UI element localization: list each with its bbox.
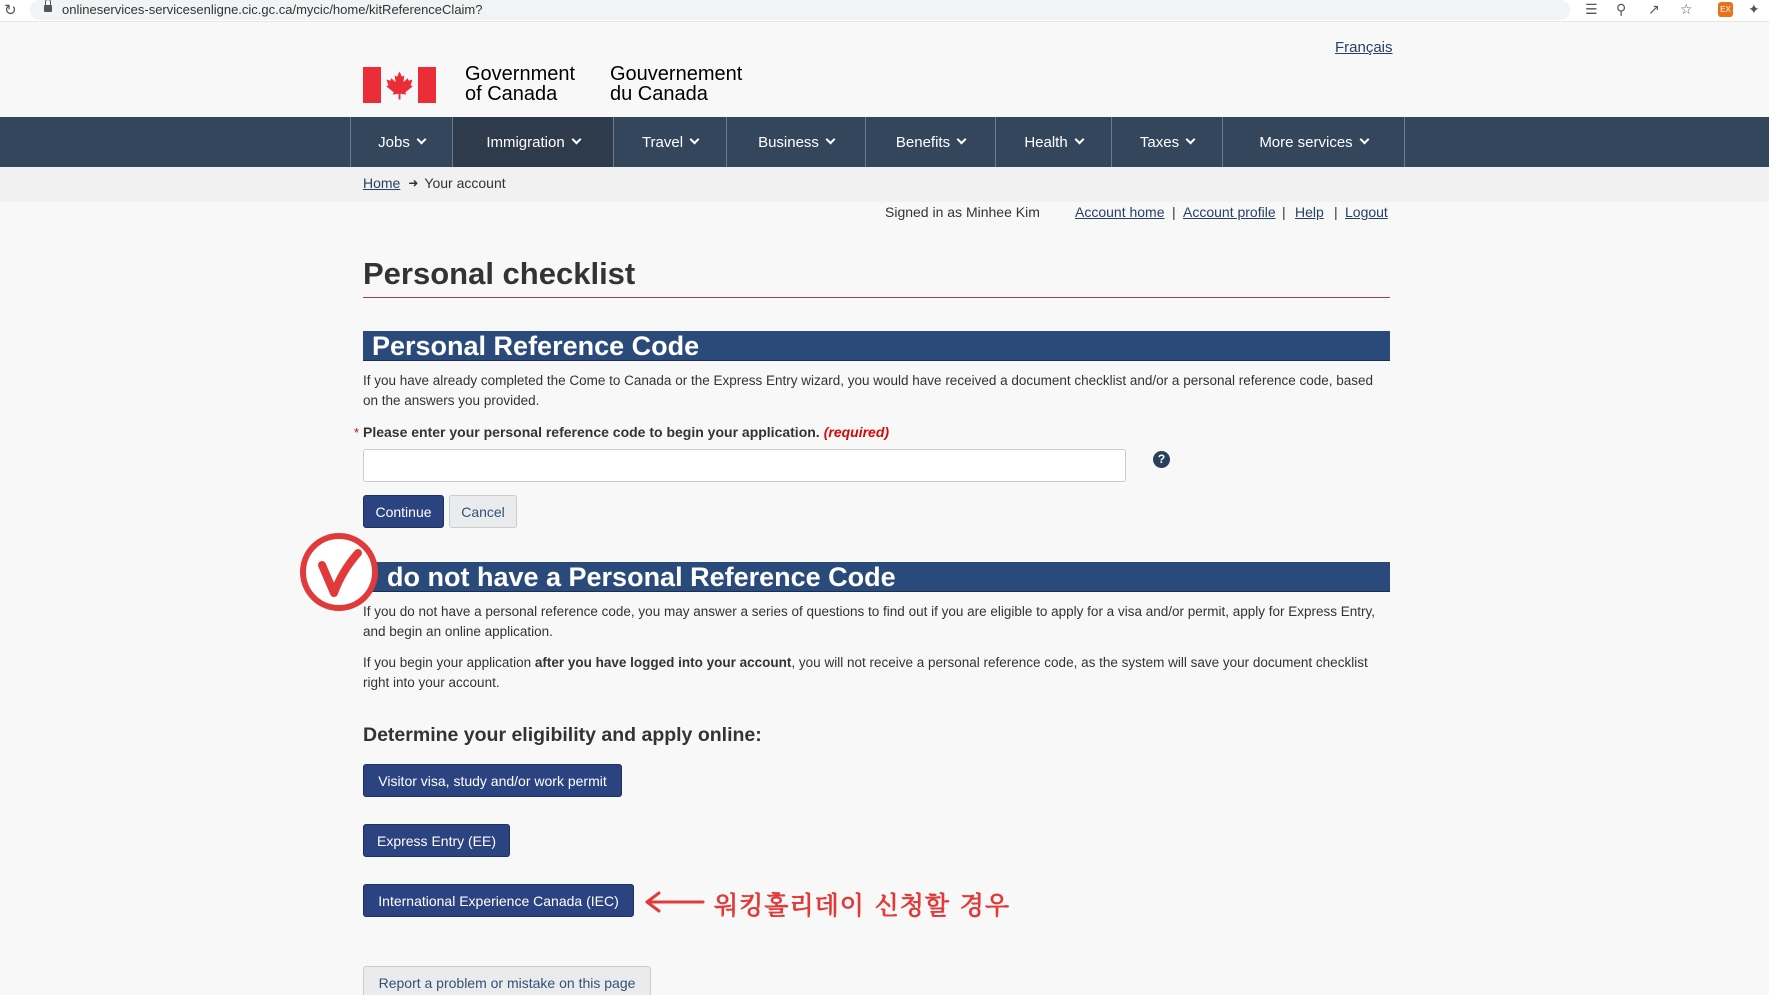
chevron-down-icon <box>1359 135 1369 145</box>
iec-button[interactable]: International Experience Canada (IEC) <box>363 884 634 917</box>
logged-in-paragraph <box>363 653 1390 693</box>
signature-en-line1: Government <box>465 63 576 85</box>
signature-french <box>610 64 742 104</box>
no-code-paragraph: If you do not have a personal reference code, you may answer a series of questions to find out if you are eligible to apply for a visa and/or permit, apply for Express Entry, and begin an online application. <box>363 604 1376 639</box>
language-toggle-link[interactable]: Français <box>1335 39 1393 56</box>
extension-icon[interactable]: EX <box>1718 2 1733 17</box>
main-menu-bar <box>0 117 1769 167</box>
reload-icon[interactable]: ↻ <box>4 2 17 19</box>
maple-leaf-icon <box>385 70 414 100</box>
menu-item-travel[interactable] <box>614 117 727 167</box>
required-star: * <box>354 425 360 440</box>
report-problem-button[interactable]: Report a problem or mistake on this page <box>363 966 651 995</box>
menu-item-label: Health <box>1024 133 1068 151</box>
menu-item-health[interactable] <box>996 117 1112 167</box>
menu-item-label: More services <box>1259 133 1353 151</box>
separator: | <box>1334 204 1338 220</box>
chevron-down-icon <box>825 135 835 145</box>
translate-icon[interactable]: ☰ <box>1585 1 1598 17</box>
menu-item-business[interactable] <box>727 117 866 167</box>
flag-bar-left <box>363 67 381 103</box>
menu-item-label: Benefits <box>895 133 951 151</box>
chevron-down-icon <box>957 135 967 145</box>
para-text: , you will not receive a personal reference code, as the system will save your document checklist right into your account. <box>363 655 1368 690</box>
breadcrumb <box>363 175 506 191</box>
section-heading-no-reference-code: do not have a Personal Reference Code <box>363 562 1390 592</box>
main-menu <box>350 117 1405 167</box>
title-divider <box>363 297 1390 298</box>
menu-item-taxes[interactable] <box>1112 117 1223 167</box>
para-text: If you begin your application <box>363 655 535 670</box>
zoom-icon[interactable]: ⚲ <box>1616 1 1627 17</box>
chevron-down-icon <box>571 135 581 145</box>
signature-english <box>465 64 575 104</box>
arrow-right-icon: ➜ <box>408 176 419 190</box>
chevron-down-icon <box>1186 135 1196 145</box>
menu-item-label: Taxes <box>1139 133 1180 151</box>
reference-code-label-text: Please enter your personal reference code to begin your application. <box>363 424 820 440</box>
red-checkmark-annotation-icon <box>298 531 380 613</box>
question-help-icon[interactable]: ? <box>1153 451 1170 468</box>
chevron-down-icon <box>1074 135 1084 145</box>
red-arrow-left-icon <box>643 890 705 914</box>
bookmark-star-icon[interactable]: ☆ <box>1680 1 1693 17</box>
chevron-down-icon <box>416 135 426 145</box>
chevron-down-icon <box>690 135 700 145</box>
breadcrumb-home-link[interactable]: Home <box>363 175 401 191</box>
share-icon[interactable]: ↗ <box>1648 1 1660 17</box>
flag-bar-right <box>418 67 436 103</box>
signature-fr-line1: Gouvernement <box>610 63 743 85</box>
breadcrumb-current: Your account <box>424 175 506 191</box>
breadcrumb-band <box>0 167 1769 202</box>
account-profile-link[interactable]: Account profile <box>1183 204 1276 220</box>
lock-icon <box>44 3 52 13</box>
reference-code-intro: If you have already completed the Come to Canada or the Express Entry wizard, you would have received a document checklist and/or a personal reference code, based on the answers you provided. <box>363 373 1374 408</box>
menu-item-benefits[interactable] <box>866 117 996 167</box>
browser-toolbar <box>0 0 1769 22</box>
page-title: Personal checklist <box>363 256 636 291</box>
separator: | <box>1172 204 1176 220</box>
required-indicator: (required) <box>823 424 890 440</box>
continue-button[interactable]: Continue <box>363 495 444 528</box>
menu-item-label: Immigration <box>486 133 565 151</box>
reference-code-input[interactable] <box>363 449 1126 482</box>
express-entry-button[interactable]: Express Entry (EE) <box>363 824 510 857</box>
url-text[interactable]: onlineservices-servicesenligne.cic.gc.ca/mycic/home/kitReferenceClaim? <box>62 2 483 17</box>
account-home-link[interactable]: Account home <box>1075 204 1165 220</box>
menu-item-more-services[interactable] <box>1223 117 1405 167</box>
signed-in-text: Signed in as Minhee Kim <box>885 204 1040 220</box>
eligibility-subheading: Determine your eligibility and apply online: <box>363 724 762 746</box>
signature-fr-line2: du Canada <box>610 83 708 105</box>
separator: | <box>1282 204 1286 220</box>
logout-link[interactable]: Logout <box>1345 204 1388 220</box>
visitor-visa-button[interactable]: Visitor visa, study and/or work permit <box>363 764 622 797</box>
cancel-button[interactable]: Cancel <box>449 495 517 528</box>
help-link[interactable]: Help <box>1295 204 1324 220</box>
menu-item-label: Business <box>758 133 819 151</box>
signature-en-line2: of Canada <box>465 83 558 105</box>
menu-item-label: Jobs <box>378 133 410 151</box>
extensions-puzzle-icon[interactable]: ✦ <box>1748 1 1760 17</box>
handwritten-annotation: 워킹홀리데이 신청할 경우 <box>714 891 1011 920</box>
reference-code-label <box>363 424 889 440</box>
menu-item-immigration[interactable] <box>453 117 614 167</box>
para-bold-text: after you have logged into your account <box>534 655 792 670</box>
menu-item-label: Travel <box>641 133 684 151</box>
section-heading-reference-code: Personal Reference Code <box>363 331 1390 361</box>
menu-item-jobs[interactable] <box>351 117 453 167</box>
canada-flag-logo[interactable] <box>363 67 436 103</box>
